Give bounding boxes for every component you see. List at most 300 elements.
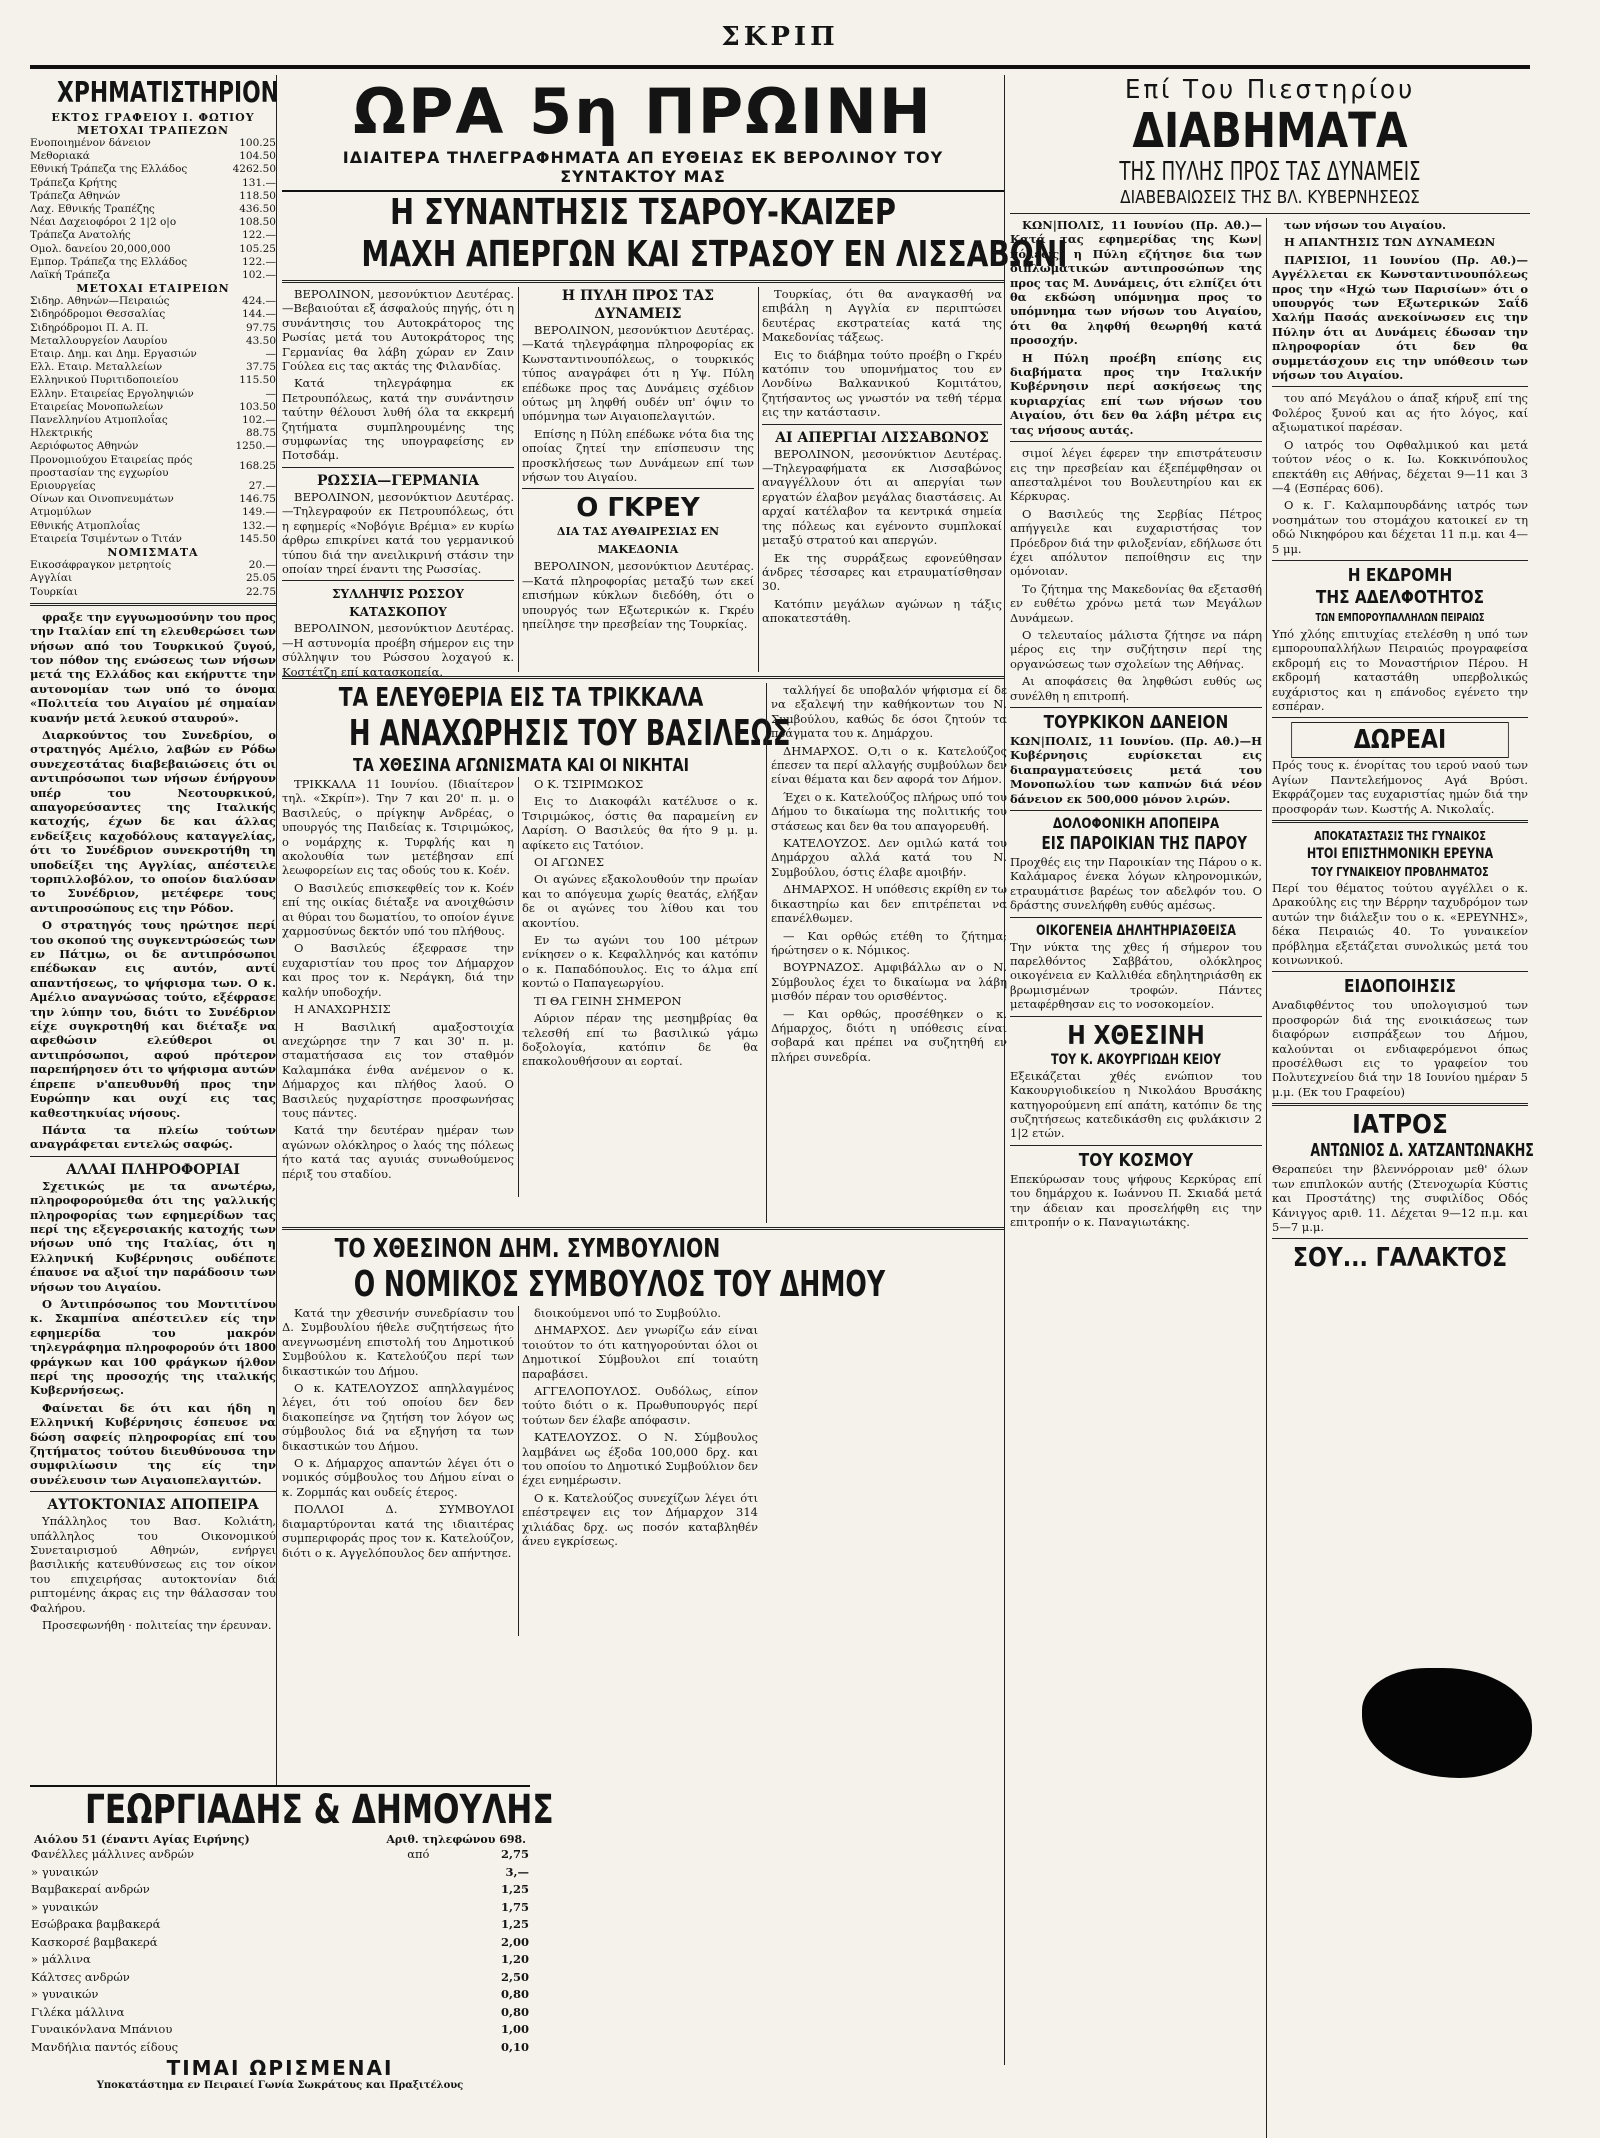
article-doctor: Θεραπεύει την βλεννόρροιαν μεθ' όλων των επιπλοκών αυτής (Στενοχωρία Κύστις και Προστάτης) της συφιλίδος Οδός Κάνιγγος αριθ. 11. Δέχεται 9—12 π.μ. και 5—7 μ.μ. <box>1272 1162 1528 1234</box>
finance-section-currency: ΝΟΜΙΣΜΑΤΑ <box>107 546 199 560</box>
finance-row <box>30 586 276 599</box>
finance-row <box>30 137 276 150</box>
finance-row-value: 122.— <box>242 229 276 242</box>
headline-paros: ΕΙΣ ΠΑΡΟΙΚΙΑΝ ΤΗΣ ΠΑΡΟΥ <box>1041 833 1248 855</box>
ad-item: » γυναικών <box>31 1864 99 1879</box>
section-heading: ΑΥΤΟΚΤΟΝΙΑΣ ΑΠΟΠΕΙΡΑ <box>47 1497 259 1514</box>
paragraph: ΒΕΡΟΛΙΝΟΝ, μεσονύκτιον Δευτέρας.—Κατά τηλεγράφημα πληροφορίας εκ Κωνσταντινουπόλεως, ο τουρκικός τύπος αναγράφει ότι η Υψ. Πύλη επέδωκε προς τας Δυνάμεις σχέδιον ούτως μη ληφθή ουδέν υπ' όψιν το υπόμνημα των Αιγαιοπελαγιτών. <box>522 323 754 424</box>
article-aegean-congress <box>30 610 276 1152</box>
article-grey <box>522 559 754 631</box>
headline-turkish-loan: ΤΟΥΡΚΙΚΟΝ ΔΑΝΕΙΟΝ <box>1043 712 1229 733</box>
finance-row-name: Προνομιούχου Εταιρείας πρός προστασίαν της εγχωρίου <box>30 453 193 479</box>
headline-legal-advisor: Ο ΝΟΜΙΚΟΣ ΣΥΜΒΟΥΛΟΣ ΤΟΥ ΔΗΜΟΥ <box>353 1264 886 1305</box>
finance-row-value: 168.25 <box>239 460 276 473</box>
article-russia-germany <box>282 490 514 576</box>
finance-row-value: 108.50 <box>239 216 276 229</box>
article-turkish-loan: ΚΩΝ|ΠΟΛΙΣ, 11 Ιουνίου. (Πρ. Αθ.)—Η Κυβέρνησις ευρίσκεται εις διαπραγματεύσεις μετά του Μονοπωλίου των καπνών διά νέον δάνειον εκ 500,000 μόνον λιρών. <box>1010 734 1262 806</box>
subheading-lisbon-strikes: ΑΙ ΑΠΕΡΓΙΑΙ ΛΙΣΣΑΒΩΝΟΣ <box>775 429 989 446</box>
article-press-cont <box>1010 446 1262 625</box>
divider <box>282 280 1004 283</box>
paragraph: Κατόπιν μεγάλων αγώνων η τάξις αποκατεστάθη. <box>762 596 1002 626</box>
divider <box>1010 1016 1262 1017</box>
subcol-press-right <box>1272 218 1534 2138</box>
ad-price: 0,10 <box>500 2039 529 2054</box>
finance-row-value: 146.75 <box>239 493 276 506</box>
headline-trikala: ΤΑ ΕΛΕΥΘΕΡΙΑ ΕΙΣ ΤΑ ΤΡΙΚΚΑΛΑ <box>338 683 704 713</box>
finance-row-name: Μεταλλουργείον Λαυρίου <box>30 334 168 347</box>
paragraph: ΒΕΡΟΛΙΝΟΝ, μεσονύκτιον Δευτέρας.—Η αστυνομία προέβη σήμερον εις την σύλληψιν του Ρώσσου λοχαγού κ. Κοστέτζη επί κατασκοπεία. <box>282 621 514 679</box>
ad-address: Αιόλου 51 (έναντι Αγίας Ειρήνης) <box>34 1833 250 1846</box>
ad-price: 1,20 <box>500 1952 529 1966</box>
ad-price: 2,50 <box>500 1969 529 1984</box>
paragraph: ΔΗΜΑΡΧΟΣ. Ο,τι ο κ. Κατελούζος έπεσεν τα περί αλλαγής συμβούλων δεν είναι θέματα και δεν αφορά τον Δήμον. <box>771 743 1007 787</box>
article-grey-cont <box>762 287 1002 420</box>
ad-price: 0,80 <box>500 1987 529 2001</box>
article-council-a <box>282 1306 519 1636</box>
ad-note: από <box>407 1847 430 1861</box>
finance-row-value: 100.25 <box>239 137 276 149</box>
finance-row-value: — <box>265 387 276 400</box>
divider <box>30 1491 276 1492</box>
finance-row-name: Σιδηρ. Αθηνών—Πειραιώς <box>30 295 170 308</box>
paragraph: Εκ της συρράξεως εφονεύθησαν άνδρες τέσσαρες και ετραυματίσθησαν 30. <box>762 550 1002 594</box>
finance-row-name: Εθνική Τράπεζα της Ελλάδος <box>30 163 188 176</box>
finance-row-name: Εταιρείας Μονοπωλείων <box>30 400 164 413</box>
finance-row-value: 102.— <box>242 269 276 282</box>
headline-yesterday: Η ΧΘΕΣΙΝΗ <box>1067 1020 1205 1051</box>
paragraph: Ο κ. ΚΑΤΕΛΟΥΖΟΣ απηλλαγμένος λέγει, ότι τού οποίου δεν δεν διακοπείησε να ζητήση τον λόγον ως σύμβουλος διά να εξηγήση τα των δικαστικών του Δήμου. <box>282 1381 514 1453</box>
paragraph: του από Μεγάλου ο άπαξ κήρυξ επί της Φολέρος ξυνού και ας ήτο λόγος, καί αξιωματικοί παρέσαν. <box>1272 391 1528 435</box>
paragraph: ΒΕΡΟΛΙΝΟΝ, μεσονύκτιον Δευτέρας.—Κατά πληροφορίας μεταξύ των εκεί επισήμων κύκλων διεδόθη, ότι ο υπουργός των Εξωτερικών κ. Γκρέυ ηπείλησε την πρεσβείαν της Τουρκίας. <box>522 559 754 632</box>
ad-price: 3,— <box>505 1864 529 1879</box>
finance-row <box>30 216 276 229</box>
ad-price: 2,00 <box>500 1934 529 1949</box>
subheading-grey: Ο ΓΚΡΕΥ <box>576 493 700 524</box>
ad-item: Κάλτσες ανδρών <box>31 1969 130 1984</box>
paragraph: Κατά την δευτέραν ημέραν των αγώνων ολόκληρος ο λαός της πόλεως ήτο κατά τας αγυιάς συνωθούμενος πέριξ του σταδίου. <box>282 1123 514 1181</box>
ad-item: Γυναικόνλανα Μπάνιου <box>31 2022 173 2036</box>
finance-row-name: Αγγλίαι <box>30 572 73 585</box>
paragraph: Εν τω αγώνι του 100 μέτρων ενίκησεν ο κ. Κεφαλληνός και κατόπιν ο κ. Παπαδόπουλος. Εις το άλμα επί κοντώ ο Παπαγεωργίου. <box>522 933 758 991</box>
finance-row-value: 122.— <box>242 255 276 268</box>
headline-woman-1: ΑΠΟΚΑΤΑΣΤΑΣΙΣ ΤΗΣ ΓΥΝΑΙΚΟΣ <box>1314 829 1486 843</box>
finance-row-value: 22.75 <box>245 585 276 598</box>
finance-title: ΧΡΗΜΑΤΙΣΤΗΡΙΟΝ <box>57 76 279 109</box>
article-trikala-b <box>522 777 758 1197</box>
paragraph: ΒΕΡΟΛΙΝΟΝ, μεσονύκτιον Δευτέρας.—Τηλεγραφήματα εκ Λισσαβώνος αναγγέλλουν ότι αι απεργίαι των εργατών έλαβον μεγάλας διαστάσεις. Αι αρχαί κατέλαβον τα κεντρικά σημεία της πόλεως και εγένοντο συμπλοκαί μεταξύ στρατού και απεργών. <box>762 446 1002 548</box>
paragraph: Το ζήτημα της Μακεδονίας θα εξετασθή εν ευθέτω χρόνω μετά των Μεγάλων Δυνάμεων. <box>1010 581 1262 625</box>
finance-row <box>30 414 276 427</box>
divider <box>1010 1145 1262 1146</box>
trikala-block <box>282 683 791 1223</box>
finance-row-value: 118.50 <box>239 189 276 202</box>
paragraph: ΚΑΤΕΛΟΥΖΟΣ. Ο Ν. Σύμβουλος λαμβάνει ως έξοδα 100,000 δρχ. και του οποίου το Δημοτικό Συμβούλιον δεν έχει ενημέρωσιν. <box>522 1430 758 1488</box>
divider <box>282 580 514 581</box>
paragraph: Η Πύλη προέβη επίσης εις διαβήματα προς την Ιταλικήν Κυβέρνησιν περί ασκήσεως της κυριαρχίας επί των νήσων του Αιγαίου, ότι δεν θα λάβη μέτρα εις τας νήσους αυτάς. <box>1010 350 1262 437</box>
article-powers-reply <box>1272 218 1528 382</box>
finance-row-value: 145.50 <box>239 532 276 545</box>
finance-row-value: 132.— <box>242 519 276 532</box>
paragraph: ΠΑΡΙΣΙΟΙ, 11 Ιουνίου (Πρ. Αθ.)—Αγγέλλεται εκ Κωνσταντινουπόλεως προς την «Ηχώ των Παρισίων» ότι ο υπουργός των Εξωτερικών Σαΐδ Χαλήμ Πασάς ανεκοίνωσεν εις την Πύλην ότι αι Δυνάμεις έδωσαν την πληροφορίαν ότι δεν θα συμμετάσχουν εις την υπόθεσιν των νήσων του Αιγαίου. <box>1272 252 1528 383</box>
divider <box>30 603 276 606</box>
ad-item: » γυναικών <box>31 1987 99 2001</box>
finance-row-value: 37.75 <box>245 361 276 374</box>
finance-row <box>30 401 276 414</box>
ad-item: Γιλέκα μάλλινα <box>31 2004 125 2019</box>
paragraph: διοικούμενοι υπό το Συμβούλιο. <box>534 1306 722 1320</box>
article-excursion: Υπό χλόης επιτυχίας ετελέσθη η υπό των εμπορουπαλλήλων Πειραιώς προγραφείσα εκδρομή εις το Μοναστήριον Πέρου. Η εκδρομή καταστάθη υπερβολικώς ευχάριστος και η επάνοδος εγένετο την εσπέραν. <box>1272 626 1528 713</box>
finance-row <box>30 269 276 282</box>
finance-row-name: Ελλ. Εταιρ. Μεταλλείων <box>30 361 163 374</box>
finance-row-value: 88.75 <box>245 427 276 440</box>
paragraph: — Και ορθώς ετέθη το ζήτημα; ήρώτησεν ο κ. Νόμικος. <box>771 928 1007 957</box>
paragraph: Υπάλληλος του Βασ. Κολιάτη, υπάλληλος του Οικονομικού Συνεταιρισμού Αθηνών, ενήργει βασιλικής κατευθύνσεως εις τον οίκον του επιχειρήσας αυτοκτονίαν διά ριπτομένης άκρας εις την θάλασσαν του Φαλήρου. <box>30 1514 276 1615</box>
ad-phone: Αριθ. τηλεφώνου 698. <box>386 1833 526 1846</box>
paragraph: Φαίνεται δε ότι και ήδη η Ελληνική Κυβέρνησις έσπευσε να δώση σαφείς πληροφορίας επί του ζητήματος τούτου διευθύνουσα την συμφιλίωσιν της είς την συνέλευσιν των Αιγαιοπελαγιτών. <box>30 1400 276 1487</box>
finance-row-name: Ενοποιημένον δάνειον <box>30 137 151 149</box>
headline-lisbon: ΜΑΧΗ ΑΠΕΡΓΩΝ ΚΑΙ ΣΤΡΑΣΟΥ ΕΝ ΛΙΣΣΑΒΩΝΙ <box>361 234 1068 275</box>
article-doctors <box>1272 391 1528 555</box>
finance-row-name: Λαχ. Εθνικής Τραπέζης <box>30 203 155 216</box>
finance-row <box>30 374 276 387</box>
finance-row-name: Ηλεκτρικής <box>30 427 93 440</box>
finance-row-value: 149.— <box>242 506 276 519</box>
council-block <box>282 1234 886 1794</box>
finance-row-name: Εταιρ. Δημ. και Δημ. Εργασιών <box>30 348 197 361</box>
divider <box>30 1156 276 1157</box>
article-lisbon-strikes <box>762 447 1002 626</box>
finance-row <box>30 163 276 176</box>
finance-row <box>30 256 276 269</box>
divider <box>282 1227 1004 1230</box>
finance-row-value: — <box>265 348 276 361</box>
ad-price: 1,25 <box>500 1882 529 1896</box>
paragraph: ταλλήγεί δε υποβαλόν ψήφισμα εί δε να εξαλεψή την καθήκοντων του Ν. Συμβούλου, καθώς δε όσοι ζητούν τα πράγματα του κ. Δημάρχου. <box>771 683 1007 741</box>
finance-row-value: 25.05 <box>245 572 276 585</box>
headline-woman-2: ΗΤΟΙ ΕΠΙΣΤΗΜΟΝΙΚΗ ΕΡΕΥΝΑ <box>1306 846 1494 862</box>
article-spy-arrest <box>282 621 514 679</box>
headline-porte-to-powers: ΤΗΣ ΠΥΛΗΣ ΠΡΟΣ ΤΑΣ ΔΥΝΑΜΕΙΣ <box>1119 157 1421 187</box>
finance-row <box>30 150 276 163</box>
finance-row-name: Εικοσάφραγκον μετρητοίς <box>30 559 172 572</box>
headline-king-departure: Η ΑΝΑΧΩΡΗΣΙΣ ΤΟΥ ΒΑΣΙΛΕΩΣ <box>348 713 791 754</box>
article-notices: Αναδιφθέντος του υπολογισμού των προσφορών διά της ενοικιάσεως των διαφόρων εισπράξεων του Δήμου, καλούνται οι ενδιαφερόμενοι όπως προσέλθωσι εις το γραφείον του Πολυτεχνείου διά την 18 Ιουνίου ημέραν 5 μ.μ. (Εκ του Γραφείου) <box>1272 998 1528 1099</box>
paragraph: σιμοί λέγει έφερεν την επιστράτευσιν εις την πρεσβείαν και έξεπέμφθησαν οι απεσταλμένοι του Βουλευτηρίου και εκ Κέρκυρας. <box>1010 446 1262 504</box>
paragraph: Η ΑΠΑΝΤΗΣΙΣ ΤΩΝ ΔΥΝΑΜΕΩΝ <box>1284 235 1496 250</box>
finance-row-name: Λαϊκή Τράπεζα <box>30 269 111 282</box>
finance-row-name: Εθνικής Ατμοπλοΐας <box>30 519 141 532</box>
subcol-russia <box>282 287 519 679</box>
headline-assurances: ΔΙΑΒΕΒΑΙΩΣΕΙΣ ΤΗΣ ΒΛ. ΚΥΒΕΡΝΗΣΕΩΣ <box>1120 187 1420 208</box>
subcol-lisbon <box>762 287 1002 672</box>
headline-doctor-name: ΑΝΤΩΝΙΟΣ Δ. ΧΑΤΖΑΝΤΩΝΑΚΗΣ <box>1310 1140 1534 1162</box>
subheading-macedonia: ΔΙΑ ΤΑΣ ΑΥΘΑΙΡΕΣΙΑΣ ΕΝ ΜΑΚΕΔΟΝΙΑ <box>556 525 720 557</box>
headline-notices: ΕΙΔΟΠΟΙΗΣΙΣ <box>1344 976 1456 998</box>
finance-row-name: Τουρκίαι <box>30 585 78 598</box>
headline-court: ΤΟΥ Κ. ΑΚΟΥΡΓΙΩΔΗ ΚΕΙΟΥ <box>1050 1051 1222 1068</box>
finance-row <box>30 533 276 546</box>
section-heading: ΑΛΛΑΙ ΠΛΗΡΟΦΟΡΙΑΙ <box>66 1161 240 1178</box>
article-porte-demarche <box>1010 218 1262 437</box>
ad-item: » γυναικών <box>31 1899 99 1914</box>
headline-milk: ΣΟΥ... ΓΑΛΑΚΤΟΣ <box>1292 1243 1508 1274</box>
finance-row <box>30 454 276 480</box>
ad-name: ΓΕΩΡΓΙΑΔΗΣ & ΔΗΜΟΥΛΗΣ <box>85 1787 554 1833</box>
finance-row <box>30 190 276 203</box>
paragraph: Οι αγώνες εξακολουθούν την πρωίαν και το απόγευμα χωρίς θεατάς, ελήξαν δε οι αγώνες του λίθου και του ακοντίου. <box>522 872 758 930</box>
finance-row-name: Ελληνικού Πυριτιδοποιείου <box>30 374 179 387</box>
subcol-porte <box>522 287 759 672</box>
ad-item: » μάλλινα <box>31 1952 91 1966</box>
finance-row-name: Τράπεζα Ανατολής <box>30 229 131 242</box>
paragraph: ΚΩΝ|ΠΟΛΙΣ, 11 Ιουνίου (Πρ. Αθ.)—Κατά τας εφημερίδας της Κων|πόλεως, η Πύλη εζήτησε δια των διπλωματικών αντιπροσώπων της προς τας Μ. Δυνάμεις, ότι ελπίζει ότι θα εκδώση υπόμνημα προς το υπόμνημα των νήσων του Αιγαίου, ότι θα ληφθή θεωρηθή κατά προσοχήν. <box>1010 218 1262 348</box>
paragraph: Σχετικώς με τα ανωτέρω, πληροφορούμεθα ότι της γαλλικής πληροφορίας των εφημερίδων τας περί της εξεγερσιακής κατοχής των νήσων υπό της Ιταλίας, ότι η Ελληνική Κυβέρνησις ουδέποτε έπαυσε να αξιοί την παράδοσιν των νήσων του Αιγαίου. <box>30 1178 276 1294</box>
article-suicide-attempt <box>30 1514 276 1632</box>
paragraph: ΠΟΛΛΟΙ Δ. ΣΥΜΒΟΥΛΟΙ διαμαρτύρονται κατά της ιδιαιτέρας συμπεριφοράς προς τον κ. Κατελούζον, διότι ο κ. Αγγελόπουλος δεν απήντησε. <box>282 1502 514 1560</box>
paragraph: Αι αποφάσεις θα ληφθώσι ευθύς ως συνέλθη η επιτροπή. <box>1010 674 1262 703</box>
finance-row <box>30 335 276 348</box>
finance-row-value: 115.50 <box>239 374 276 387</box>
finance-row-name: Πανελληνίου Ατμοπλοΐας <box>30 414 168 427</box>
finance-row-value: 97.75 <box>245 321 276 334</box>
finance-row <box>30 322 276 335</box>
finance-row <box>30 229 276 242</box>
finance-row-value: 1250.— <box>235 440 276 453</box>
divider <box>1010 213 1530 214</box>
paragraph: Ο Κ. ΤΣΙΡΙΜΩΚΟΣ <box>534 777 644 791</box>
finance-row-value: 105.25 <box>239 242 276 255</box>
finance-row-value: 4262.50 <box>232 163 276 176</box>
finance-row <box>30 295 276 308</box>
divider <box>1272 820 1528 823</box>
paragraph: Προσεφωνήθη · πολιτείας την έρευναν. <box>42 1618 272 1633</box>
paragraph: Η ΑΝΑΧΩΡΗΣΙΣ <box>294 1002 391 1017</box>
finance-row-name: Τράπεζα Αθηνών <box>30 189 121 202</box>
column-press <box>1010 75 1534 2065</box>
subheading-porte: Η ΠΥΛΗ ΠΡΟΣ ΤΑΣ ΔΥΝΑΜΕΙΣ <box>561 288 715 322</box>
finance-section-banks: ΜΕΤΟΧΑΙ ΤΡΑΠΕΖΩΝ <box>76 124 229 137</box>
headline-council: ΤΟ ΧΘΕΣΙΝΟΝ ΔΗΜ. ΣΥΜΒΟΥΛΙΟΝ <box>334 1234 721 1264</box>
paragraph: ΒΟΥΡΝΑΖΟΣ. Αμφιβάλλω αν ο Ν. Σύμβουλος έχει το δικαίωμα να λάβη μισθόν πέραν του ορισθέντος. <box>771 960 1007 1004</box>
headline-doctor: ΙΑΤΡΟΣ <box>1352 1110 1448 1141</box>
divider <box>1272 717 1528 718</box>
finance-table-companies <box>30 295 276 546</box>
finance-row <box>30 388 276 401</box>
divider <box>1272 386 1528 387</box>
finance-row <box>30 361 276 374</box>
finance-subtitle: ΕΚΤΟΣ ΓΡΑΦΕΙΟΥ Ι. ΦΩΤΙΟΥ <box>51 111 255 124</box>
paragraph: Ο στρατηγός τους ηρώτησε περί του σκοπού της συγκεντρώσεώς των εν Πάτμω, οι δε αντιπρόσωποι επέδωκαν εις αυτόν, αντί απαντήσεως, το ψήφισμα των. Ο κ. Αμέλιο αναγνώσας τούτο, εξέφρασε την λύπην του, διότι το Συνέδριον είχε συγκροτηθή και διέταξε να αφεθώσιν ελεύθεροι οι αντιπρόσωποι, αφού πρότερον παρεπήρησεν ότι το ψήφισμα αυτών έπρεπε ν'απευθυνθή προς την Ευρώπην και ουχί εις τας καθεστηκυίας νήσους. <box>30 918 276 1120</box>
ad-item: Κασκορσέ βαμβακερά <box>31 1934 158 1949</box>
article-court: Εξεικάζεται χθές ενώπιον του Κακουργιοδικείου η Νικολάου Βρυσάκης κατηγορούμενη επί απάτη, κατόπιν δε της συζητήσεως κατεδικάσθη εις φυλάκισιν 2 1|2 ετών. <box>1010 1068 1262 1141</box>
ad-price: 0,80 <box>500 2004 529 2019</box>
finance-row-name: Εμπορ. Τράπεζα της Ελλάδος <box>30 255 188 268</box>
column-finance <box>30 75 277 2065</box>
ad-branch: Υποκατάστημα εν Πειραιεί Γωνία Σωκράτους και Πραξιτέλους <box>96 2080 464 2091</box>
finance-row-name: Νέαι Δαχειοφόροι 2 1|2 ο|ο <box>30 216 177 229</box>
headline-donations: ΔΩΡΕΑΙ <box>1291 722 1509 758</box>
headline-demarches: ΔΙΑΒΗΜΑΤΑ <box>1132 103 1408 159</box>
finance-row-name: Αεριόφωτος Αθηνών <box>30 440 139 453</box>
ad-price: 1,00 <box>500 2022 529 2036</box>
finance-row-name: Σιδηρόδρομοι Π. Α. Π. <box>30 321 149 334</box>
paragraph: Ο κ. Γ. Καλαμπουρδάνης ιατρός των νοσημάτων του στομάχου κατοικεί εν τη οδώ Νικηφόρου και δέχεται 11 π.μ. και 4—5 μμ. <box>1272 498 1528 556</box>
ad-price: 2,75 <box>500 1847 529 1861</box>
kicker-press: Επί Του Πιεστηρίου <box>1124 75 1416 105</box>
finance-row <box>30 480 276 493</box>
paragraph: ΚΑΤΕΛΟΥΖΟΣ. Δεν ομιλώ κατά του Δημάρχου αλλά κατά του Ν. Συμβούλου, όστις έλαβε αμοιβήν. <box>771 836 1007 879</box>
paragraph: φραξε την εγγυωμοσύνην του προς την Ιταλίαν επί τη ελευθερώσει των νήσων από του Τουρκικού ζυγού, τον πόθον της ενώσεως των νήσων μετά της Ελλάδος και εκήρυττε την αυτονομίαν των υπό το όνομα «Πολιτεία του Αιγαίου μέ σημαίαν κυανήν μετά λευκού σταυρού». <box>30 609 276 725</box>
finance-row-value: 27.— <box>248 480 276 493</box>
paragraph: Ο Βασιλεύς έξεφρασε την ευχαριστίαν του προς τον Δήμαρχον και προς τον κ. Νεράγκη, διά την καλήν υποδοχήν. <box>282 941 514 999</box>
divider <box>1272 1238 1528 1239</box>
paragraph: Η Βασιλική αμαξοστοιχία ανεχώρησε την 7 και 30' π. μ. σταματήσασα εις τον σταθμόν Καλαμπάκα ένθα ανέμενον ο κ. Δήμαρχος και πλήθος λαού. Ο Βασιλεύς ηυχαρίστησε προσφωνήσας τους πάντες. <box>282 1019 514 1120</box>
paragraph: Κατά την χθεσινήν συνεδρίασιν του Δ. Συμβουλίου ήθελε συζητήσεως ήτο ανεγνωσμένη επιστολή του Δημοτικού Συμβούλου κ. Κατελούζου περί των δικαστικών του Δήμου. <box>282 1306 514 1378</box>
top-rule <box>30 65 1530 69</box>
article-paros: Προχθές εις την Παροικίαν της Πάρου ο κ. Καλάμαρος ένεκα λόγων κληρονομικών, ετραυμάτισε βαρέως τον αδελφόν του. Ο δράστης συνελήφθη ευθύς αμέσως. <box>1010 855 1262 913</box>
finance-row-value: 43.50 <box>245 334 276 347</box>
column-telegrams <box>282 75 1068 2065</box>
article-other-info <box>30 1179 276 1488</box>
paragraph: Εις το Διακοφάλι κατέλυσε ο κ. Τσιριμώκος, όστις θα παραμείνη εν Λαρίση. Ο Βασιλεύς θα ήτο 9 μ. μ. αφίκετο εις Τατόιον. <box>522 794 758 852</box>
finance-row <box>30 243 276 256</box>
finance-table-currency <box>30 559 276 599</box>
paragraph: Κατά τηλεγράφημα εκ Πετρουπόλεως, κατά την συνάντησιν ταύτην θέλουσι λυθή όλα τα εκκρεμή ζητήματα συμπληρουμένης της συμφωνίας της υπογραφείσης εν Ποτσδάμ. <box>282 376 514 463</box>
finance-section-companies: ΜΕΤΟΧΑΙ ΕΤΑΙΡΕΙΩΝ <box>76 282 230 296</box>
article-poisoned-family: Την νύκτα της χθες ή σήμερον του παρελθόντος Σαββάτου, ολόκληρος οικογένεια εν Καλλιθέα εδηλητηριάσθη εκ βρωμισμένων τροφών. Πάντες μεταφέρθησαν εις το νοσοκομείον. <box>1010 939 1262 1012</box>
paragraph: Τουρκίας, ότι θα αναγκασθή να επιβάλη η Αγγλία εν περιπτώσει δευτέρας εκστρατείας κατά της Μακεδονίας τάξεως. <box>762 287 1002 345</box>
ad-item: Εσώβρακα βαμβακερά <box>31 1917 161 1931</box>
article-donations: Πρός τους κ. ένορίτας του ιερού ναού των Αγίων Παντελεήμονος Αγά Βρύσι. Εκφράζομεν τας ευχαριστίας ημών διά την προσφοράν των. Κωστής Α. Νικολαΐς. <box>1272 758 1528 816</box>
paragraph: ΒΕΡΟΛΙΝΟΝ, μεσονύκτιον Δευτέρας.—Τηλεγραφούν εκ Πετρουπόλεως, ότι η εφημερίς «Νοβόγιε Βρέμια» εν κυρίω άρθρω επικρίνει κατά του γερμανικού τύπου διά την ανειλικρινή στάσιν την οποίαν τηρεί έναντι της Ρωσσίας. <box>282 489 514 576</box>
newspaper-page <box>30 22 1534 2091</box>
article-council-b <box>522 1306 758 1636</box>
headline-brotherhood: ΤΗΣ ΑΔΕΛΦΟΤΗΤΟΣ <box>1315 586 1485 608</box>
divider <box>1272 1103 1528 1106</box>
divider <box>1010 810 1262 811</box>
finance-row-name: Μεθοριακά <box>30 150 90 163</box>
banner-subtitle: ΙΔΙΑΙΤΕΡΑ ΤΗΛΕΓΡΑΦΗΜΑΤΑ ΑΠ ΕΥΘΕΙΑΣ ΕΚ ΒΕΡΟΛΙΝΟΥ ΤΟΥ ΣΥΝΤΑΚΤΟΥ ΜΑΣ <box>282 148 1004 192</box>
finance-row <box>30 520 276 533</box>
paragraph: ΒΕΡΟΛΙΝΟΝ, μεσονύκτιον Δευτέρας.—Βεβαιούται εξ άσφαλούς πηγής, ότι η συνάντησις του Αυτοκράτορος της Ρωσίας μετά του Αυτοκράτορος της Γερμανίας θα λάβη χώραν εν Ζαιν Γούλεα εις τας ακτάς της Φιλανδίας. <box>282 287 514 374</box>
finance-row <box>30 427 276 440</box>
article-society: Επεκύρωσαν τους ψήφους Κερκύρας επί του δημάρχου κ. Ιωάννου Π. Σκιαδά μετά την άδειαν και προσελήφθη εις την επιτροπήν ο κ. Παναγιωτάκης. <box>1010 1171 1262 1229</box>
paragraph: Ο Άντιπρόσωπος του Μοντιτίνου κ. Σκαμπίνα απέστειλεν είς την εφημερίδα του μακρόν τηλεγράφημα πληροφορούν ότι 1800 φράγκων και 100 φράγκων ήλθον περί της προσοχής της ιταλικής Κυβερνήσεως. <box>30 1296 276 1398</box>
ink-stain <box>1362 1668 1532 1778</box>
finance-row <box>30 308 276 321</box>
paragraph: Ο κ. Κατελούζος συνεχίζων λέγει ότι επέστρεψεν εις τον Δήμαρχον 314 χιλιάδας δρχ. ως ποσόν καταβληθέν άνευ εγκρίσεως. <box>522 1490 758 1549</box>
ad-item: Μανδήλια παντός είδους <box>31 2039 179 2054</box>
article-council-debate <box>766 683 1007 1223</box>
paragraph: Πάντα τα πλείω τούτων αναγράφεται εντελώς σαφώς. <box>30 1122 276 1152</box>
paragraph: Ο τελευταίος μάλιστα ζήτησε να πάρη μέρος εις την συζήτησιν περί της οργανώσεως των σχολείων της Αθήνας. <box>1010 627 1262 671</box>
finance-row <box>30 177 276 190</box>
paragraph: ΔΗΜΑΡΧΟΣ. Η υπόθεσις εκρίθη εν τω δικαστηρίω και δεν επιτρέπεται να επανέλθωμεν. <box>771 882 1007 926</box>
paragraph: ΔΗΜΑΡΧΟΣ. Δεν γνωρίζω εάν είναι τοιούτον το ότι κατηγορούνται όλοι οι Δημοτικοί Σύμβουλοι επί τοιαύτη παραβάσει. <box>522 1323 758 1381</box>
divider <box>1272 971 1528 972</box>
divider <box>1010 441 1262 442</box>
finance-row-value: 20.— <box>248 559 276 572</box>
headline-clerks: ΤΩΝ ΕΜΠΟΡΟΥΠΑΛΛΗΛΩΝ ΠΕΙΡΑΙΩΣ <box>1315 610 1485 624</box>
banner-title: ΩΡΑ 5η ΠΡΩΙΝΗ <box>353 75 933 148</box>
article-trikala-a <box>282 777 519 1197</box>
finance-table-banks <box>30 137 276 282</box>
divider <box>1010 917 1262 918</box>
headline-tsar-kaiser: Η ΣΥΝΑΝΤΗΣΙΣ ΤΣΑΡΟΥ-ΚΑΙΖΕΡ <box>390 192 896 233</box>
ad-item: Φανέλλες μάλλινες ανδρών <box>31 1847 194 1861</box>
paragraph: Έχει ο κ. Κατελούζος πλήρως υπό του Δήμου το δικαίωμα της πολιτικής του στάσεως και δεν θα του απαγορευθή. <box>771 789 1007 833</box>
paragraph: ΤΡΙΚΚΑΛΑ 11 Ιουνίου. (Ιδιαίτερον τηλ. «Σκρίπ»). Την 7 και 20' π. μ. ο Βασιλεύς, ο πρίγκηψ Ανδρέας, ο υπουργός της Παιδείας κ. Τσιριμώκος, ο νομάρχης κ. Τυρφλής και η ακολουθία των μετέβησαν επί λεωφορείων εις τας οδούς του κ. Κοέν. <box>282 777 514 878</box>
finance-row <box>30 348 276 361</box>
paragraph: Αύριον πέραν της μεσημβρίας θα τελεσθή επί τω βασιλικώ γάμω δοξολογία, κατόπιν δε θα επακολουθήσουν αι εορταί. <box>522 1011 758 1069</box>
divider <box>1010 707 1262 708</box>
divider <box>1272 560 1528 561</box>
paragraph: Εις το διάβημα τούτο προέβη ο Γκρέυ κατόπιν του υπομνήματος του εν Λονδίνω Βαλκανικού Κομιτάτου, ζητήσαντος ως γνωστόν να τεθή τέρμα εις την κατάστασιν. <box>762 347 1002 420</box>
article-tsar-meeting <box>282 287 514 463</box>
finance-row <box>30 203 276 216</box>
finance-row-value: 144.— <box>242 308 276 321</box>
finance-row-name: Τράπεζα Κρήτης <box>30 176 118 189</box>
ad-price: 1,25 <box>500 1917 529 1931</box>
subheading-russia-germany: ΡΩΣΣΙΑ—ΓΕΡΜΑΝΙΑ <box>317 472 479 489</box>
finance-row-name: Ελλην. Εταιρείας Εργοληψιών <box>30 387 194 400</box>
finance-row-value: 103.50 <box>239 400 276 413</box>
finance-row-name: Ατμομύλων <box>30 506 92 519</box>
paragraph: Ο κ. Δήμαρχος απαντών λέγει ότι ο νομικός σύμβουλος του Δήμου είναι ο κ. Ζορμπάς και ουδείς έτερος. <box>282 1456 514 1499</box>
article-press-cont2 <box>1010 628 1262 703</box>
finance-row-name: Εταιρεία Τσιμέντων ο Τιτάν <box>30 532 182 545</box>
paragraph: των νήσων του Αιγαίου. <box>1284 218 1446 232</box>
finance-row-value: 104.50 <box>239 150 276 163</box>
paragraph: ΟΙ ΑΓΩΝΕΣ <box>534 855 605 870</box>
finance-row-name: Οίνων και Οινοπνευμάτων <box>30 493 174 506</box>
finance-row-value: 131.— <box>242 176 276 189</box>
ad-price: 1,75 <box>500 1899 529 1914</box>
finance-row-value: 424.— <box>242 295 276 308</box>
article-woman: Περί του θέματος τούτου αγγέλλει ο κ. Δρακούλης εις την Βέρρην ταχυδρόμον των αυτών την διάλεξιν του ο κ. «ΕΡΕΥΝΗΣ», δέκα Πειραιώς 40. Το γυναικείον πρόβλημα εξετάζεται συνολικώς μετά του κοινωνικού. <box>1272 881 1528 968</box>
headline-poisoned-family: ΟΙΚΟΓΕΝΕΙΑ ΔΗΛΗΤΗΡΙΑΣΘΕΙΣΑ <box>1036 922 1236 939</box>
article-porte-powers <box>522 323 754 484</box>
finance-row-value: 436.50 <box>239 203 276 216</box>
headline-woman-3: ΤΟΥ ΓΥΝΑΙΚΕΙΟΥ ΠΡΟΒΛΗΜΑΤΟΣ <box>1311 865 1489 879</box>
paragraph: ΑΓΓΕΛΟΠΟΥΛΟΣ. Ουδόλως, είπον τούτο διότι ο κ. Πρωθυπουργός περί τούτων δεν έλαβε απόφασιν. <box>522 1384 758 1427</box>
ad-footer: ΤΙΜΑΙ ΩΡΙΣΜΕΝΑΙ <box>166 2056 394 2080</box>
paragraph: Ο ιατρός του Οφθαλμικού και μετά τούτον νέος ο κ. Ιω. Κοκκινόπουλος επεκτάθη εις Αθήνας, δέχεται 9—11 και 3—4 (Εσπέρας 606). <box>1272 437 1528 495</box>
subheading-spy: ΣΥΛΛΗΨΙΣ ΡΩΣΣΟΥ ΚΑΤΑΣΚΟΠΟΥ <box>332 587 464 620</box>
finance-row <box>30 559 276 572</box>
finance-row <box>30 572 276 585</box>
paragraph: Ο Βασιλεύς επισκεφθείς τον κ. Κοέν επί της οικίας διέταξε να ανοιχθώσιν αι θύραι του δωματίου, το οποίον έγινε χαρμοσύνως δεκτόν υπό του πλήθους. <box>282 880 514 939</box>
ad-item: Βαμβακεραί ανδρών <box>31 1882 150 1896</box>
paragraph: Επίσης η Πύλη επέδωκε νότα δια της οποίας ζητεί την επίσπευσιν της προσκλήσεως των Δυνάμεων επί των νήσων του Αιγαίου. <box>522 426 754 485</box>
headline-excursion: Η ΕΚΔΡΟΜΗ <box>1347 564 1453 586</box>
divider <box>762 424 1002 425</box>
finance-row-name: Ομολ. δανείου 20,000,000 <box>30 242 171 255</box>
paragraph: — Και ορθώς, προσέθηκεν ο κ. Δήμαρχος, διότι η υπόθεσις είναι σοβαρά και πρέπει να συζητηθή εν πλήρει συνεδρία. <box>771 1006 1007 1064</box>
paragraph: Διαρκούντος του Συνεδρίου, ο στρατηγός Αμέλιο, λαβών εν Ρόδω συνεχεστάτας διαβεβαιώσεις ότι οι αντιπρόσωποι των νήσων ένήργουν υπέρ του Νεοτουρκικού, απαγορεύσαντες της Ιταλικής κατοχής, έχων δε και άλλας ενδείξεις καχοδόλους καταγγελίας, ότι το Συνέδριον συνεκροτήθη τη υποδείξει της Αγγλίας, απέστειλε τορπιλλοβόλον, το οποίον διαλύσαν το Συνέδριον, μετέφερε τους αντιπροσώπους εις την Ρόδον. <box>30 727 276 915</box>
finance-row-name: Σιδηρόδρομοι Θεσσαλίας <box>30 308 166 321</box>
divider <box>522 488 754 489</box>
paragraph: ΤΙ ΘΑ ΓΕΙΝΗ ΣΗΜΕΡΟΝ <box>534 993 682 1008</box>
paragraph: Ο Βασιλεύς της Σερβίας Πέτρος απήγγειλε και ευχαριστήσας τον Πρόεδρον διά την φιλοξενίαν, εδήλωσε ότι έχει απόλυτον πεποίθησιν εις την ομόνοιαν. <box>1010 506 1263 579</box>
finance-row <box>30 506 276 519</box>
finance-row <box>30 440 276 453</box>
headline-murder-attempt: ΔΟΛΟΦΟΝΙΚΗ ΑΠΟΠΕΙΡΑ <box>1052 816 1220 833</box>
headline-society: ΤΟΥ ΚΟΣΜΟΥ <box>1078 1149 1194 1171</box>
subcol-press-left <box>1010 218 1267 2138</box>
finance-row-name: Εριουργείας <box>30 480 96 493</box>
masthead: ΣΚΡΙΠ <box>721 22 839 52</box>
